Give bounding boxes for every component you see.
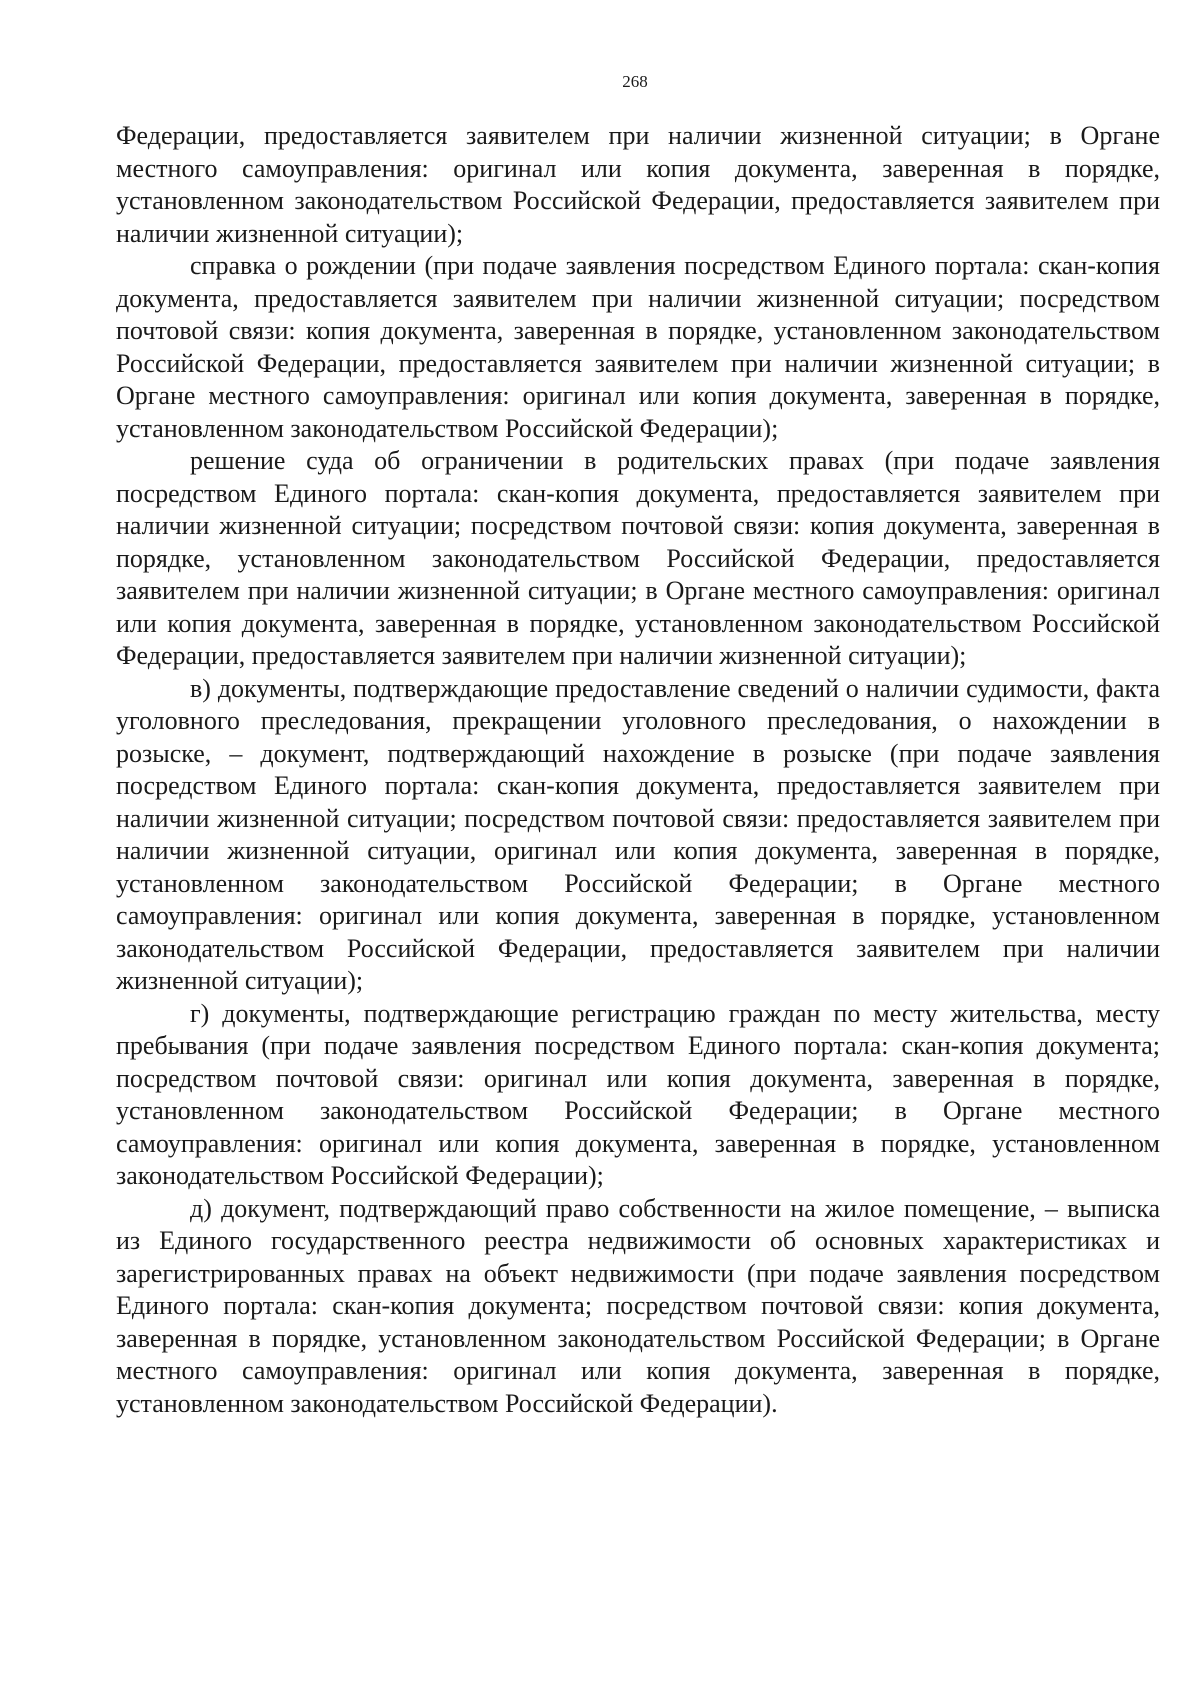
paragraph-court-decision: решение суда об ограничении в родительских правах (при подаче заявления посредством Единого портала: скан-копия документа, предоставляется заявителем при наличии жизненной ситуации; посредством почтовой связи: копия документа, заверенная в порядке, установленном законодательством Российской Федерации, предоставляется заявителем при наличии жизненной ситуации; в Органе местного самоуправления: оригинал или копия документа, заверенная в порядке, установленном законодательством Российской Федерации, предоставляется заявителем при наличии жизненной ситуации); <box>116 446 1160 670</box>
document-body <box>116 120 1160 1420</box>
paragraph-item-d: д) документ, подтверждающий право собственности на жилое помещение, – выписка из Единого государственного реестра недвижимости об основных характеристиках и зарегистрированных правах на объект недвижимости (при подаче заявления посредством Единого портала: скан-копия документа; посредством почтовой связи: копия документа, заверенная в порядке, установленном законодательством Российской Федерации; в Органе местного самоуправления: оригинал или копия документа, заверенная в порядке, установленном законодательством Российской Федерации). <box>116 1193 1160 1418</box>
paragraph-birth-certificate: справка о рождении (при подаче заявления посредством Единого портала: скан-копия документа, предоставляется заявителем при наличии жизненной ситуации; посредством почтовой связи: копия документа, заверенная в порядке, установленном законодательством Российской Федерации, предоставляется заявителем при наличии жизненной ситуации; в Органе местного самоуправления: оригинал или копия документа, заверенная в порядке, установленном законодательством Российской Федерации); <box>116 251 1160 443</box>
page-number: 268 <box>622 72 648 91</box>
paragraph-item-g: г) документы, подтверждающие регистрацию граждан по месту жительства, месту пребывания (при подаче заявления посредством Единого портала: скан-копия документа; посредством почтовой связи: оригинал или копия документа, заверенная в порядке, установленном законодательством Российской Федерации; в Органе местного самоуправления: оригинал или копия документа, заверенная в порядке, установленном законодательством Российской Федерации); <box>116 998 1160 1190</box>
paragraph-item-v: в) документы, подтверждающие предоставление сведений о наличии судимости, факта уголовного преследования, прекращении уголовного преследования, о нахождении в розыске, – документ, подтверждающий нахождение в розыске (при подаче заявления посредством Единого портала: скан-копия документа, предоставляется заявителем при наличии жизненной ситуации; посредством почтовой связи: предоставляется заявителем при наличии жизненной ситуации, оригинал или копия документа, заверенная в порядке, установленном законодательством Российской Федерации; в Органе местного самоуправления: оригинал или копия документа, заверенная в порядке, установленном законодательством Российской Федерации, предоставляется заявителем при наличии жизненной ситуации); <box>116 673 1160 995</box>
paragraph-continuation: Федерации, предоставляется заявителем при наличии жизненной ситуации; в Органе местного самоуправления: оригинал или копия документа, заверенная в порядке, установленном законодательством Российской Федерации, предоставляется заявителем при наличии жизненной ситуации); <box>116 121 1160 248</box>
